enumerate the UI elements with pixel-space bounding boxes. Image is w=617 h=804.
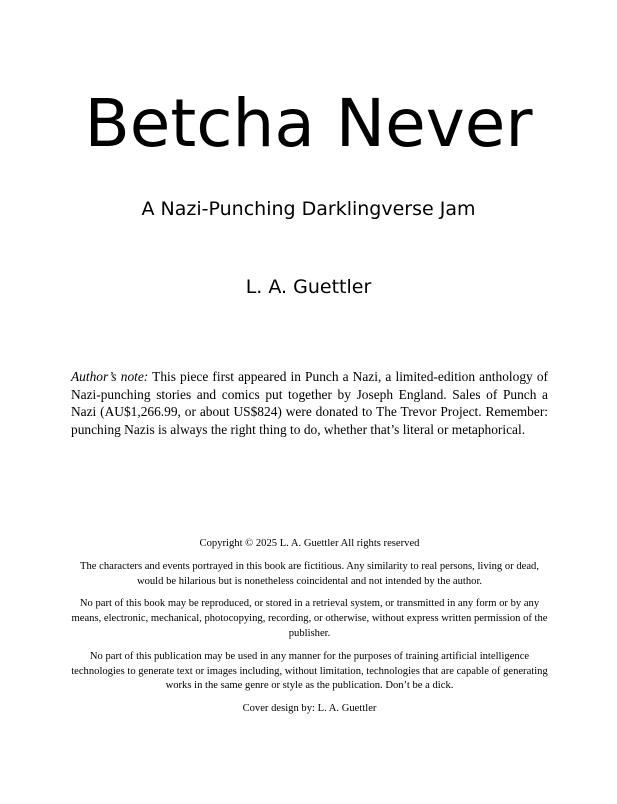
copyright-line: Copyright © 2025 L. A. Guettler All rights reserved [199, 538, 420, 549]
authors-note-label: Author’s note: [71, 369, 149, 384]
ai-training-notice: No part of this publication may be used in any manner for the purposes of training artificial intelligence technologies to generate text or images including, without limitation, technologies that are capable of generating works in the same genre or style as the publication. Don’t be a dick. [71, 650, 548, 692]
cover-credit: Cover design by: L. A. Guettler [242, 703, 377, 715]
reproduction-notice: No part of this book may be reproduced, or stored in a retrieval system, or transmitted in any form or by any means, electronic, mechanical, photocopying, recording, or otherwise, without express written permission of the publisher. [71, 598, 548, 639]
fiction-disclaimer: The characters and events portrayed in this book are fictitious. Any similarity to real persons, living or dead, would be hilarious but is nonetheless coincidental and not intended by the author. [80, 560, 539, 587]
authors-note-text: This piece first appeared in Punch a Nazi, a limited-edition anthology of Nazi-punching stories and comics put together by Joseph England. Sales of Punch a Nazi (AU$1,266.99, or about US$824) were donated to The Trevor Project. Remember: punching Nazis is always the right thing to do, whether that’s literal or metaphorical. [71, 369, 548, 437]
authors-note [71, 368, 548, 438]
copyright-block [70, 537, 549, 725]
book-subtitle: A Nazi-Punching Darklingverse Jam [141, 198, 476, 220]
author-name: L. A. Guettler [245, 276, 372, 298]
book-title: Betcha Never [84, 85, 533, 162]
